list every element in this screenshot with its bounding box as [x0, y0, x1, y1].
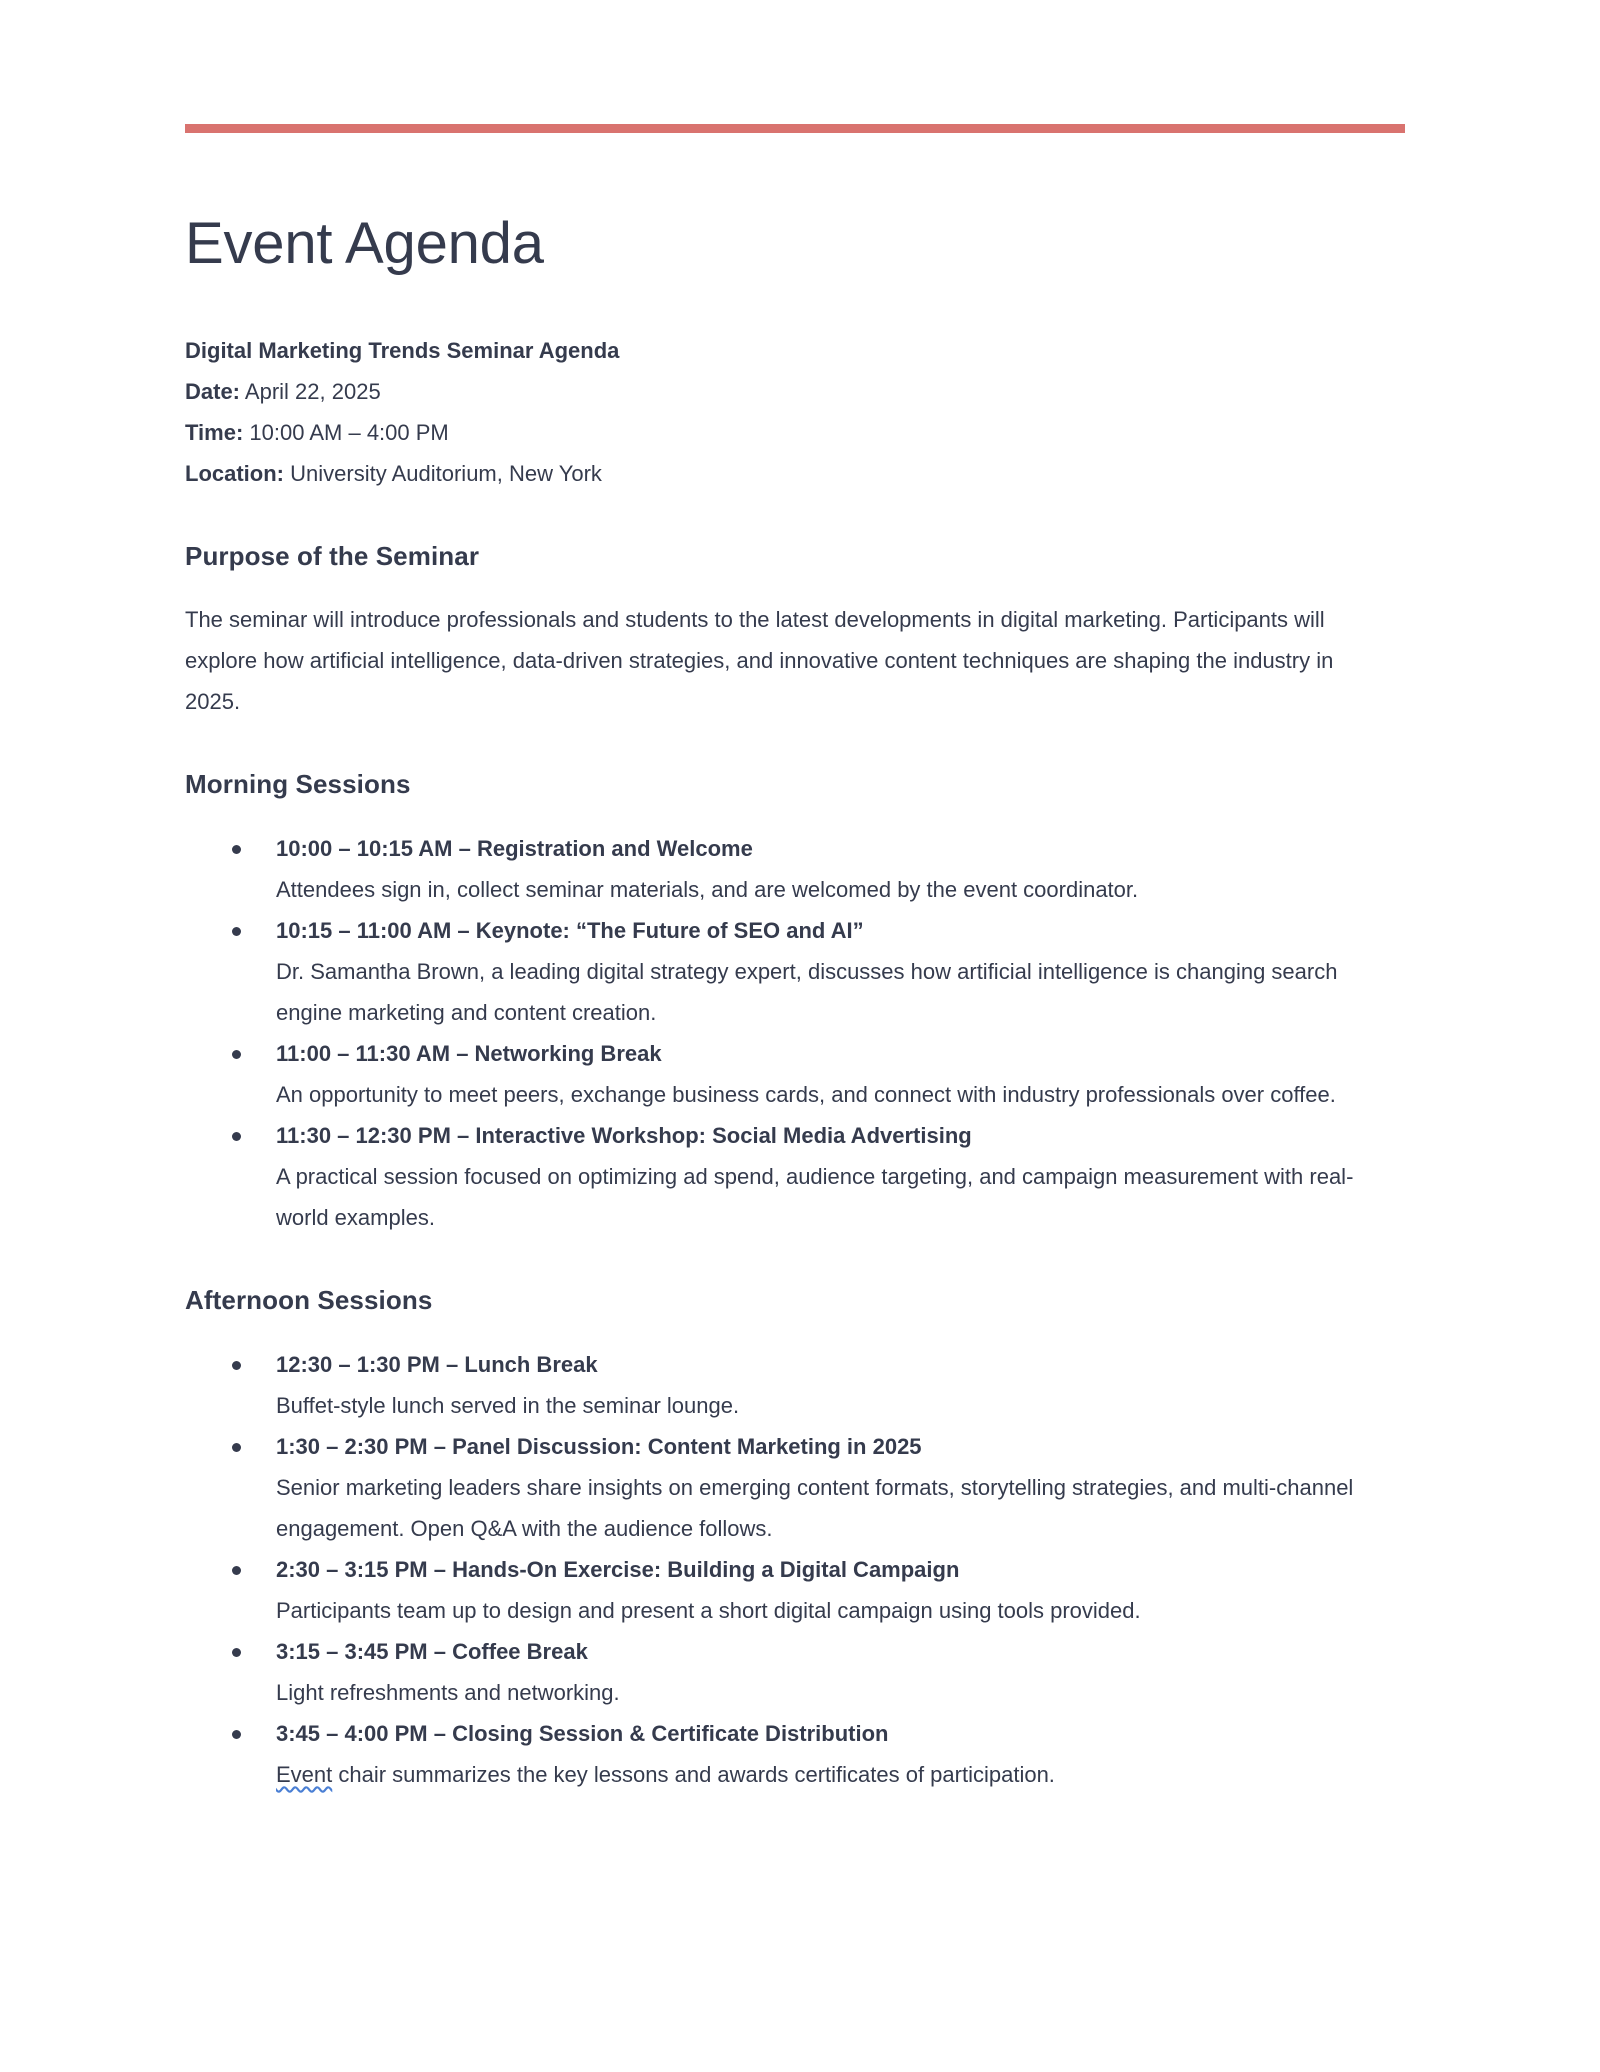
bullet-icon	[232, 1648, 241, 1657]
bullet-icon	[232, 1361, 241, 1370]
meta-time-value: 10:00 AM – 4:00 PM	[249, 419, 449, 445]
meta-location-line	[185, 453, 1405, 494]
session-description	[276, 1754, 1405, 1795]
list-item	[185, 1033, 1405, 1115]
top-accent-rule	[185, 124, 1405, 133]
list-item	[185, 1426, 1405, 1549]
session-description-rest: chair summarizes the key lessons and awards certificates of participation.	[332, 1761, 1055, 1787]
page-title: Event Agenda	[185, 211, 544, 276]
list-item	[185, 828, 1405, 910]
session-description: Attendees sign in, collect seminar materials, and are welcomed by the event coordinator.	[276, 876, 1139, 902]
session-description: Senior marketing leaders share insights on emerging content formats, storytelling strategies, and multi-channel engagement. Open Q&A with the audience follows.	[276, 1474, 1354, 1541]
session-description: A practical session focused on optimizing ad spend, audience targeting, and campaign measurement with real-world examples.	[276, 1163, 1354, 1230]
list-item	[185, 1549, 1405, 1631]
meta-location-value: University Auditorium, New York	[290, 460, 602, 486]
bullet-icon	[232, 1132, 241, 1141]
session-title: 3:15 – 3:45 PM – Coffee Break	[276, 1638, 588, 1664]
section-heading-purpose: Purpose of the Seminar	[185, 540, 480, 571]
meta-date-value: April 22, 2025	[244, 378, 381, 404]
section-heading-morning: Morning Sessions	[185, 768, 411, 799]
bullet-icon	[232, 1050, 241, 1059]
session-description: Participants team up to design and present a short digital campaign using tools provided.	[276, 1597, 1141, 1623]
document-content	[185, 0, 1405, 1795]
bullet-icon	[232, 927, 241, 936]
session-description: An opportunity to meet peers, exchange business cards, and connect with industry professionals over coffee.	[276, 1081, 1336, 1107]
meta-date-label: Date:	[185, 378, 241, 404]
meta-time-line	[185, 412, 1405, 453]
bullet-icon	[232, 845, 241, 854]
purpose-paragraph: The seminar will introduce professionals and students to the latest developments in digital marketing. Participants will explore how artificial intelligence, data-driven strategies, and innovative content techniques are shaping the industry in 2025.	[185, 606, 1334, 714]
meta-location-label: Location:	[185, 460, 284, 486]
session-title: 11:30 – 12:30 PM – Interactive Workshop: Social Media Advertising	[276, 1122, 972, 1148]
meta-date-line	[185, 371, 1405, 412]
event-subtitle	[185, 330, 1405, 371]
session-title: 10:00 – 10:15 AM – Registration and Welcome	[276, 835, 753, 861]
session-title: 12:30 – 1:30 PM – Lunch Break	[276, 1351, 598, 1377]
bullet-icon	[232, 1443, 241, 1452]
session-title: 3:45 – 4:00 PM – Closing Session & Certificate Distribution	[276, 1720, 889, 1746]
section-heading-afternoon: Afternoon Sessions	[185, 1284, 433, 1315]
session-description: Buffet-style lunch served in the seminar lounge.	[276, 1392, 740, 1418]
session-title: 10:15 – 11:00 AM – Keynote: “The Future of SEO and AI”	[276, 917, 864, 943]
spellcheck-misspelled-word[interactable]: Event	[276, 1761, 333, 1787]
bullet-icon	[232, 1730, 241, 1739]
event-meta-block	[185, 330, 1405, 494]
session-title: 11:00 – 11:30 AM – Networking Break	[276, 1040, 662, 1066]
morning-sessions-list	[185, 828, 1405, 1238]
event-subtitle-text: Digital Marketing Trends Seminar Agenda	[185, 337, 620, 363]
list-item	[185, 1344, 1405, 1426]
session-title: 2:30 – 3:15 PM – Hands-On Exercise: Building a Digital Campaign	[276, 1556, 960, 1582]
bullet-icon	[232, 1566, 241, 1575]
list-item	[185, 1631, 1405, 1713]
list-item	[185, 910, 1405, 1033]
session-description: Light refreshments and networking.	[276, 1679, 620, 1705]
meta-time-label: Time:	[185, 419, 244, 445]
session-description: Dr. Samantha Brown, a leading digital strategy expert, discusses how artificial intelligence is changing search engine marketing and content creation.	[276, 958, 1338, 1025]
list-item	[185, 1713, 1405, 1795]
session-title: 1:30 – 2:30 PM – Panel Discussion: Content Marketing in 2025	[276, 1433, 922, 1459]
list-item	[185, 1115, 1405, 1238]
afternoon-sessions-list	[185, 1344, 1405, 1795]
